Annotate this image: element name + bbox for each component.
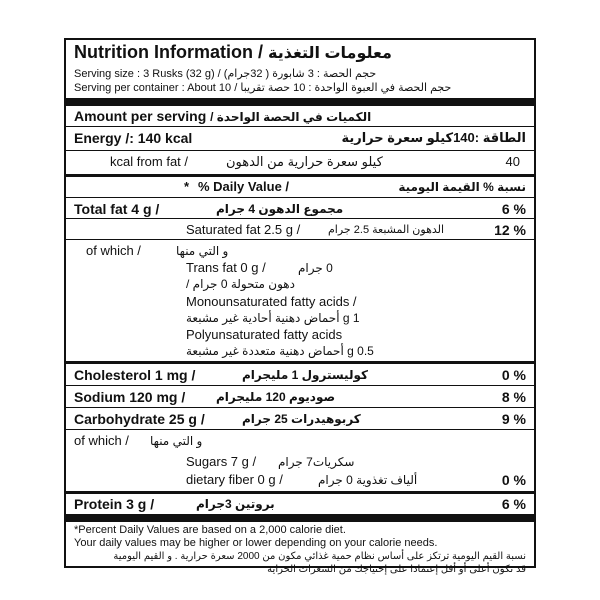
- servings-en: Serving per container : About 10 /: [74, 82, 238, 94]
- fiber-en: dietary fiber 0 g /: [186, 472, 283, 487]
- total-fat-pct: 6 %: [501, 201, 526, 217]
- trans-fat-ar2: دهون متحولة 0 جرام /: [186, 277, 295, 291]
- divider-medium: [66, 361, 534, 364]
- saturated-fat-ar: الدهون المشبعة 2.5 جرام: [328, 224, 445, 236]
- protein-ar: بروتين 3جرام: [196, 497, 275, 511]
- divider-thick: [66, 98, 534, 106]
- poly-ar: 0.5 g أحماض دهنية متعددة غير مشبعة: [186, 344, 374, 358]
- serving-size-en: Serving size : 3 Rusks (32 g) /: [74, 68, 221, 80]
- serving-size-ar: حجم الحصة : 3 شابورة ( 32جرام): [223, 68, 377, 80]
- divider: [66, 126, 534, 127]
- amount-header-en: Amount per serving: [74, 108, 207, 124]
- saturated-fat-pct: 12 %: [494, 222, 526, 238]
- fiber-pct: 0 %: [501, 472, 526, 488]
- protein-en: Protein 3 g /: [74, 496, 155, 512]
- total-fat-ar: مجموع الدهون 4 جرام: [216, 202, 344, 216]
- energy-ar: الطاقة :140كيلو سعرة حرارية: [341, 130, 526, 145]
- divider: [66, 429, 534, 430]
- servings-ar: حجم الحصة في العبوة الواحدة : 10 حصة تقريبا: [240, 82, 452, 94]
- kcal-fat-ar: كيلو سعرة حرارية من الدهون: [226, 154, 383, 169]
- of-which-2-en: of which /: [74, 433, 129, 448]
- of-which-2-ar: و التي منها: [150, 434, 203, 448]
- dv-header-en: % Daily Value /: [198, 179, 290, 194]
- footnote-en-2: Your daily values may be higher or lower depending on your calorie needs.: [74, 537, 438, 549]
- sodium-en: Sodium 120 mg /: [74, 389, 186, 405]
- of-which-1-ar: و التي منها: [176, 244, 229, 258]
- carbohydrate-pct: 9 %: [501, 411, 526, 427]
- divider: [66, 385, 534, 386]
- sodium-ar: صوديوم 120 مليجرام: [216, 390, 336, 404]
- trans-fat-ar: 0 جرام: [298, 261, 333, 275]
- divider: [66, 197, 534, 198]
- divider-medium: [66, 491, 534, 494]
- footnote: [66, 524, 534, 576]
- poly-en: Polyunsaturated fatty acids: [186, 327, 343, 342]
- energy-en: Energy /: 140 kcal: [74, 130, 193, 146]
- servings-per-container: [66, 82, 534, 95]
- divider: [66, 407, 534, 408]
- of-which-1-en: of which /: [86, 243, 141, 258]
- kcal-fat-value: 40: [505, 154, 520, 169]
- divider-thick: [66, 514, 534, 522]
- protein-pct: 6 %: [501, 496, 526, 512]
- cholesterol-pct: 0 %: [501, 367, 526, 383]
- nutrition-label: [64, 38, 536, 575]
- total-fat-en: Total fat 4 g /: [74, 201, 160, 217]
- footnote-en-1: *Percent Daily Values are based on a 2,000 calorie diet.: [74, 524, 346, 536]
- cholesterol-ar: كوليسترول 1 مليجرام: [242, 368, 368, 382]
- kcal-fat-en: kcal from fat /: [110, 154, 189, 169]
- sugars-en: Sugars 7 g /: [186, 454, 257, 469]
- amount-header-ar: الكميات في الحصة الواحدة /: [210, 110, 372, 124]
- title-ar: معلومات التغذية: [268, 45, 392, 62]
- mono-ar: 1 g أحماض دهنية أحادية غير مشبعة: [186, 311, 360, 325]
- divider: [66, 239, 534, 240]
- label-title: [66, 42, 534, 64]
- divider: [66, 218, 534, 219]
- amount-header: [66, 108, 534, 124]
- carbohydrate-ar: كربوهيدرات 25 جرام: [242, 412, 361, 426]
- fiber-ar: ألياف تغذوية 0 جرام: [318, 473, 418, 487]
- title-en: Nutrition Information /: [74, 42, 263, 62]
- footnote-ar-2: قد تكون أعلى أو أقل إعتمادا على إحتياجك من السعرات الحراية: [267, 564, 526, 575]
- dv-star: *: [184, 179, 190, 194]
- energy-row: [66, 130, 534, 146]
- divider: [66, 150, 534, 151]
- cholesterol-en: Cholesterol 1 mg /: [74, 367, 196, 383]
- mono-en: Monounsaturated fatty acids /: [186, 294, 357, 309]
- carbohydrate-en: Carbohydrate 25 g /: [74, 411, 205, 427]
- trans-fat-en: Trans fat 0 g /: [186, 260, 266, 275]
- dv-header-ar: نسبة % القيمة اليومية: [398, 180, 526, 194]
- sodium-pct: 8 %: [501, 389, 526, 405]
- divider-medium: [66, 174, 534, 177]
- saturated-fat-en: Saturated fat 2.5 g /: [186, 222, 301, 237]
- serving-size: [66, 68, 534, 81]
- footnote-ar-1: نسبة القيم اليومية ترتكز على أساس نظام حمية غذائي مكون من 2000 سعرة حرارية . و القيم اليومية: [113, 551, 526, 562]
- sugars-ar: سكريات7 جرام: [278, 455, 355, 469]
